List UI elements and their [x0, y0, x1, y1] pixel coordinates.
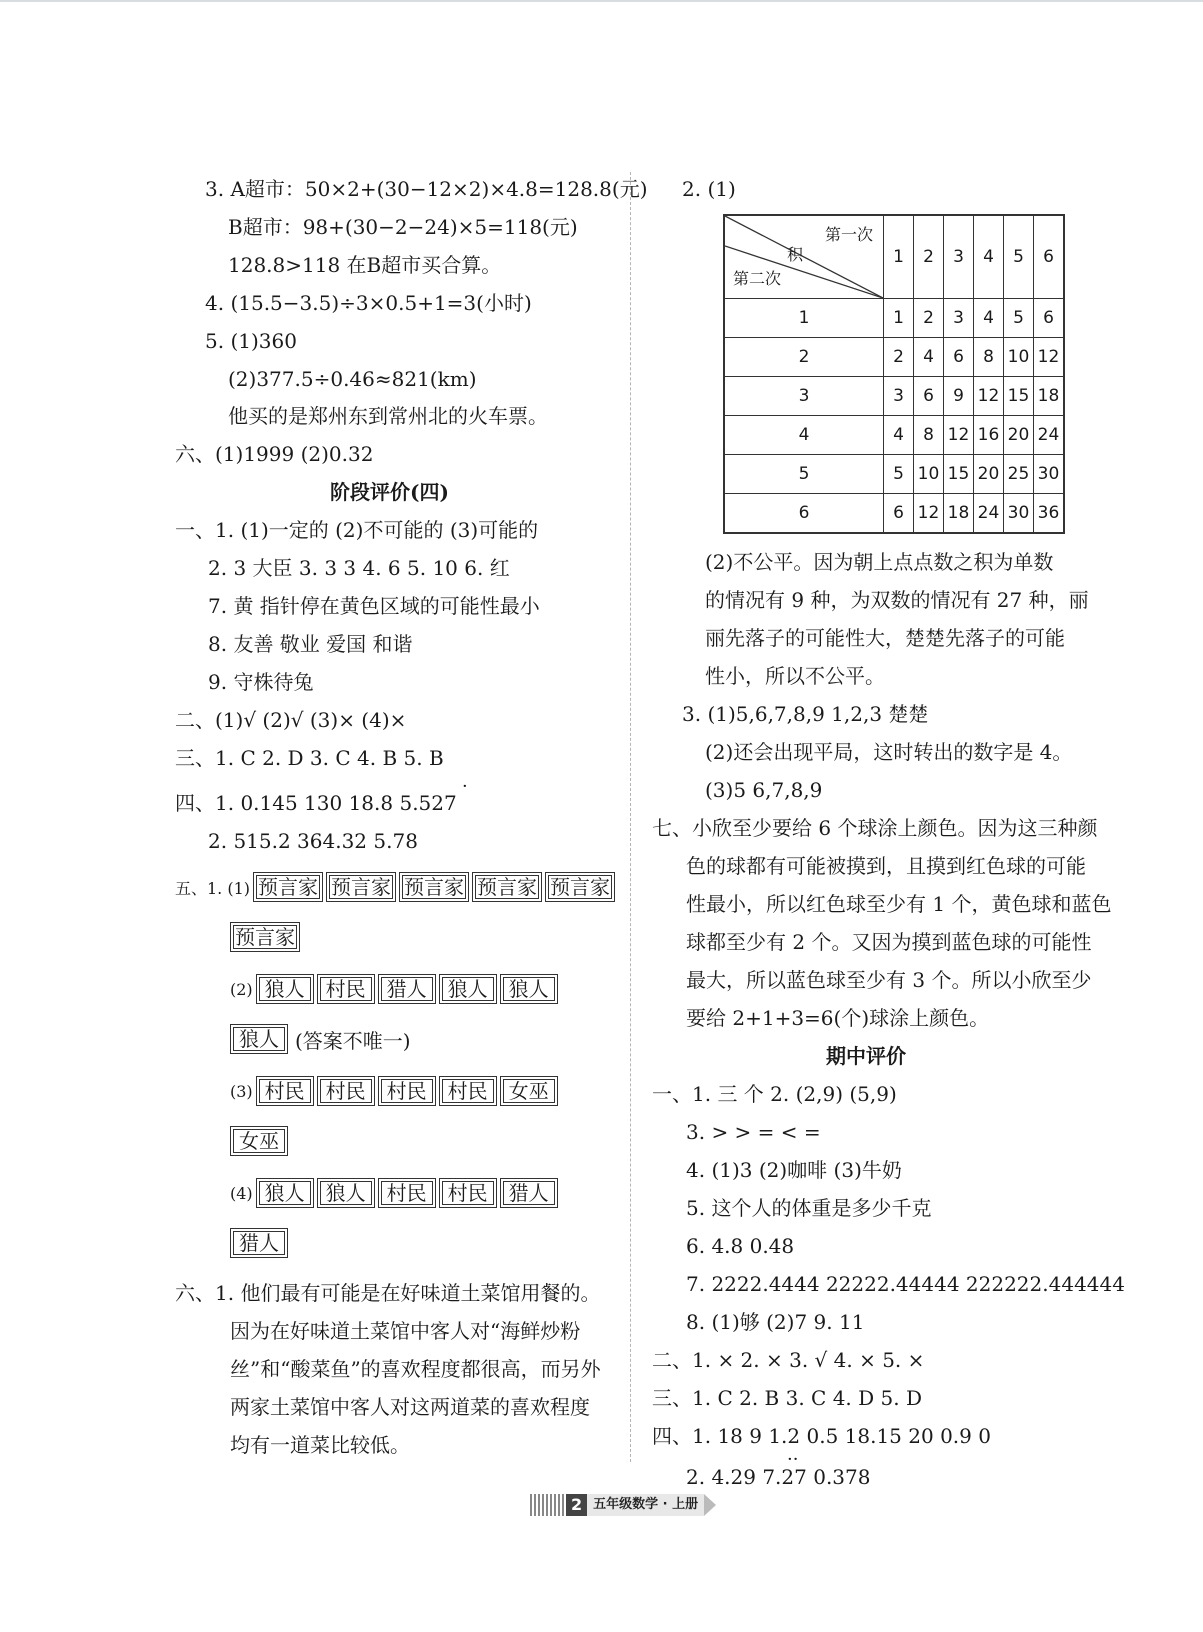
answer-line: (2)不公平。因为朝上点点数之积为单数: [705, 550, 1054, 574]
row-header: 3: [724, 377, 884, 416]
table-cell: 4: [884, 416, 914, 455]
role-box-row: [230, 1178, 558, 1208]
row-header: 2: [724, 338, 884, 377]
answer-line: 一、1. 三 个 2. (2,9) (5,9): [652, 1082, 897, 1106]
corner-label-top: 第一次: [824, 225, 873, 244]
answer-line: 丽先落子的可能性大，楚楚先落子的可能: [705, 626, 1065, 650]
column-header: 2: [914, 215, 944, 299]
answer-line: 3. A超市：50×2+(30−12×2)×4.8=128.8(元): [205, 177, 648, 201]
role-box: 狼人: [317, 1178, 375, 1208]
role-box: 预言家: [399, 872, 469, 902]
role-box: 村民: [439, 1178, 497, 1208]
table-cell: 15: [1004, 377, 1034, 416]
column-header: 4: [974, 215, 1004, 299]
answer-line: 8. 友善 敬业 爱国 和谐: [208, 632, 413, 656]
answer-line: 四、1. 18 9 1.2 0.5 18.15 20 0.9 0: [652, 1424, 991, 1448]
section-title: 阶段评价(四): [330, 480, 449, 504]
table-cell: 30: [1034, 455, 1065, 494]
answer-line: 2. 4.29 7.27 0.378: [686, 1465, 871, 1489]
repeating-decimal-dots: ··: [787, 1449, 799, 1470]
row-header: 6: [724, 494, 884, 534]
corner-label-mid: 积: [787, 245, 804, 264]
role-box: 狼人: [439, 974, 497, 1004]
role-box: 村民: [378, 1178, 436, 1208]
footer-arrow-icon: [704, 1494, 716, 1516]
answer-line: 三、1. C 2. D 3. C 4. B 5. B: [175, 746, 444, 770]
page-number: 2: [566, 1494, 587, 1516]
table-cell: 5: [1004, 299, 1034, 338]
note: (答案不唯一): [295, 1028, 411, 1053]
role-box: 狼人: [256, 974, 314, 1004]
table-cell: 1: [884, 299, 914, 338]
answer-line: 四、1. 0.145 130 18.8 5.527: [175, 791, 457, 815]
book-title: 五年级数学 · 上册: [587, 1494, 704, 1516]
role-box: 猎人: [500, 1178, 558, 1208]
role-box: 村民: [256, 1076, 314, 1106]
table-cell: 4: [914, 338, 944, 377]
role-box-row: [230, 1126, 288, 1156]
answer-line: 128.8>118 在B超市买合算。: [228, 253, 502, 277]
answer-line: B超市：98+(30−2−24)×5=118(元): [228, 215, 578, 239]
table-cell: 30: [1004, 494, 1034, 534]
role-box: 预言家: [545, 872, 615, 902]
page-footer: [530, 1492, 716, 1518]
repeating-decimal-dot: ·: [462, 776, 468, 797]
table-row: [724, 455, 1064, 494]
answer-line: (2)还会出现平局，这时转出的数字是 4。: [705, 740, 1073, 764]
answer-line: 七、小欣至少要给 6 个球涂上颜色。因为这三种颜: [652, 816, 1098, 840]
answer-line: 2. 3 大臣 3. 3 3 4. 6 5. 10 6. 红: [208, 556, 510, 580]
role-box: 村民: [317, 1076, 375, 1106]
row-prefix: (4): [230, 1183, 253, 1203]
answer-line: 9. 守株待兔: [208, 670, 314, 694]
answer-line: 要给 2+1+3=6(个)球涂上颜色。: [686, 1006, 990, 1030]
row-header: 4: [724, 416, 884, 455]
table-cell: 3: [944, 299, 974, 338]
answer-line: 性最小，所以红色球至少有 1 个，黄色球和蓝色: [686, 892, 1112, 916]
role-box: 预言家: [253, 872, 323, 902]
answer-line: 3. (1)5,6,7,8,9 1,2,3 楚楚: [682, 702, 929, 726]
table-cell: 3: [884, 377, 914, 416]
answer-line: 4. (15.5−3.5)÷3×0.5+1=3(小时): [205, 291, 532, 315]
table-cell: 36: [1034, 494, 1065, 534]
answer-line: 7. 2222.4444 22222.44444 222222.444444: [686, 1272, 1125, 1296]
table-corner-cell: [724, 215, 884, 299]
answer-line: 色的球都有可能被摸到，且摸到红色球的可能: [686, 854, 1086, 878]
role-box-row: [230, 1024, 411, 1054]
table-cell: 4: [974, 299, 1004, 338]
answer-line: (3)5 6,7,8,9: [705, 778, 823, 802]
role-box: 狼人: [256, 1178, 314, 1208]
answer-line: 一、1. (1)一定的 (2)不可能的 (3)可能的: [175, 518, 539, 542]
table-cell: 2: [884, 338, 914, 377]
role-box: 村民: [439, 1076, 497, 1106]
answer-line: 均有一道菜比较低。: [230, 1433, 410, 1457]
section-title: 期中评价: [826, 1044, 906, 1068]
answer-line: 二、(1)√ (2)√ (3)× (4)×: [175, 708, 407, 732]
answer-line: 他买的是郑州东到常州北的火车票。: [228, 404, 548, 428]
answer-line: 2. (1): [682, 177, 736, 201]
column-header: 5: [1004, 215, 1034, 299]
row-prefix: (2): [230, 979, 253, 999]
table-row: [724, 494, 1064, 534]
answer-line: 两家土菜馆中客人对这两道菜的喜欢程度: [230, 1395, 590, 1419]
answer-line: 六、(1)1999 (2)0.32: [175, 442, 374, 466]
table-cell: 6: [944, 338, 974, 377]
role-box: 狼人: [230, 1024, 288, 1054]
table-row: [724, 377, 1064, 416]
table-cell: 24: [974, 494, 1004, 534]
table-row: [724, 338, 1064, 377]
role-box: 预言家: [472, 872, 542, 902]
answer-line: 最大，所以蓝色球至少有 3 个。所以小欣至少: [686, 968, 1092, 992]
table-cell: 10: [914, 455, 944, 494]
role-box: 狼人: [500, 974, 558, 1004]
answer-line: 3. > > = < =: [686, 1120, 821, 1144]
role-box: 猎人: [230, 1228, 288, 1258]
answer-line: 二、1. × 2. × 3. √ 4. × 5. ×: [652, 1348, 925, 1372]
table-cell: 18: [1034, 377, 1065, 416]
table-cell: 10: [1004, 338, 1034, 377]
answer-line: 性小，所以不公平。: [705, 664, 885, 688]
role-box: 村民: [317, 974, 375, 1004]
answer-line: 8. (1)够 (2)7 9. 11: [686, 1310, 865, 1334]
answer-line: 的情况有 9 种，为双数的情况有 27 种，丽: [705, 588, 1089, 612]
table-cell: 12: [1034, 338, 1065, 377]
answer-line: 6. 4.8 0.48: [686, 1234, 795, 1258]
table-cell: 5: [884, 455, 914, 494]
answer-line: 5. 这个人的体重是多少千克: [686, 1196, 932, 1220]
table-cell: 6: [884, 494, 914, 534]
table-cell: 15: [944, 455, 974, 494]
footer-stripes: [530, 1494, 566, 1516]
column-header: 3: [944, 215, 974, 299]
product-table: [723, 214, 1065, 534]
answer-line: (2)377.5÷0.46≈821(km): [228, 367, 477, 391]
role-box: 村民: [378, 1076, 436, 1106]
table-row: [724, 416, 1064, 455]
row-header: 5: [724, 455, 884, 494]
role-box: 女巫: [230, 1126, 288, 1156]
answer-line: 丝”和“酸菜鱼”的喜欢程度都很高，而另外: [230, 1357, 601, 1381]
table-cell: 12: [944, 416, 974, 455]
corner-label-bottom: 第二次: [733, 269, 782, 288]
table-cell: 16: [974, 416, 1004, 455]
answer-line: 2. 515.2 364.32 5.78: [208, 829, 418, 853]
table-cell: 6: [1034, 299, 1065, 338]
table-cell: 6: [914, 377, 944, 416]
table-row: [724, 299, 1064, 338]
role-box: 预言家: [230, 922, 300, 952]
role-box-row: [230, 1076, 558, 1106]
table-cell: 12: [974, 377, 1004, 416]
table-cell: 20: [1004, 416, 1034, 455]
table-cell: 9: [944, 377, 974, 416]
answer-line: 5. (1)360: [205, 329, 297, 353]
table-cell: 12: [914, 494, 944, 534]
answer-line: 三、1. C 2. B 3. C 4. D 5. D: [652, 1386, 922, 1410]
role-box: 猎人: [378, 974, 436, 1004]
role-box: 预言家: [326, 872, 396, 902]
table-cell: 24: [1034, 416, 1065, 455]
role-box-row: [230, 974, 558, 1004]
answer-line: 4. (1)3 (2)咖啡 (3)牛奶: [686, 1158, 902, 1182]
column-divider: [630, 172, 631, 1462]
role-box-row: [230, 1228, 288, 1258]
role-box-row: [230, 922, 300, 952]
role-box-row: [175, 872, 615, 902]
answer-line: 7. 黄 指针停在黄色区域的可能性最小: [208, 594, 540, 618]
row-prefix: 五、1. (1): [175, 878, 251, 898]
column-header: 6: [1034, 215, 1065, 299]
answer-line: 六、1. 他们最有可能是在好味道土菜馆用餐的。: [175, 1281, 601, 1305]
table-cell: 20: [974, 455, 1004, 494]
answer-line: 球都至少有 2 个。又因为摸到蓝色球的可能性: [686, 930, 1092, 954]
row-prefix: (3): [230, 1081, 253, 1101]
table-cell: 8: [914, 416, 944, 455]
role-box: 女巫: [500, 1076, 558, 1106]
table-cell: 2: [914, 299, 944, 338]
table-cell: 25: [1004, 455, 1034, 494]
table-cell: 18: [944, 494, 974, 534]
column-header: 1: [884, 215, 914, 299]
row-header: 1: [724, 299, 884, 338]
answer-line: 因为在好味道土菜馆中客人对“海鲜炒粉: [230, 1319, 581, 1343]
table-cell: 8: [974, 338, 1004, 377]
top-edge-line: [0, 0, 1203, 2]
